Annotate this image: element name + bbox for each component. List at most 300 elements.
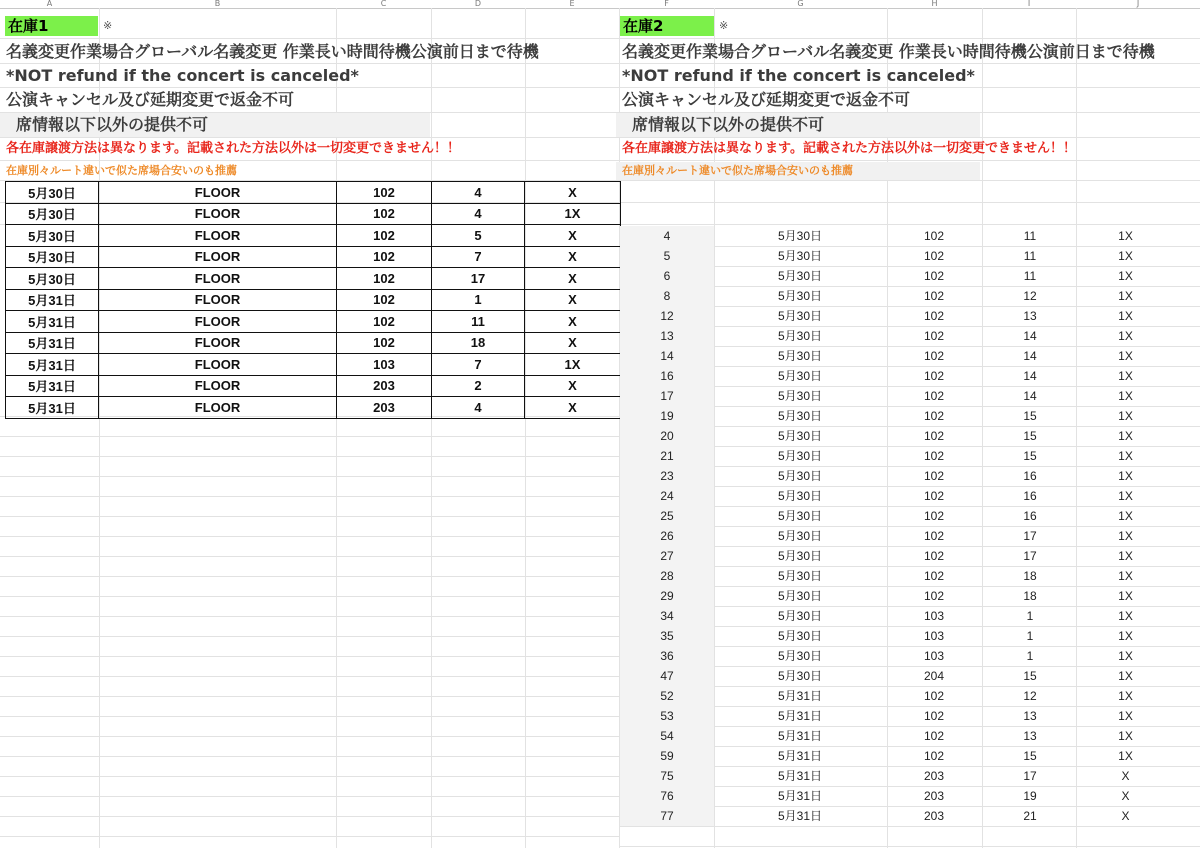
- cell-row[interactable]: 2: [432, 375, 525, 397]
- cell-date[interactable]: 5月31日: [777, 709, 823, 723]
- grid-row-line: [0, 536, 620, 537]
- cell-note[interactable]: 1X: [1118, 509, 1133, 523]
- inventory-1-table[interactable]: [5, 181, 621, 419]
- cell-row[interactable]: 1: [1026, 609, 1034, 623]
- cell-id[interactable]: 23: [620, 466, 714, 486]
- cell-date[interactable]: 5月30日: [6, 203, 99, 225]
- cell-id[interactable]: 28: [620, 566, 714, 586]
- cell-row[interactable]: 11: [432, 311, 525, 333]
- cell-date[interactable]: 5月31日: [6, 354, 99, 376]
- cell-area[interactable]: FLOOR: [99, 203, 337, 225]
- grid-row-line: [0, 556, 620, 557]
- cell-row[interactable]: 7: [432, 354, 525, 376]
- cell-note[interactable]: X: [525, 332, 621, 354]
- cell-note[interactable]: 1X: [1118, 469, 1133, 483]
- cell-area[interactable]: FLOOR: [99, 268, 337, 290]
- cell-area[interactable]: FLOOR: [99, 375, 337, 397]
- cell-date[interactable]: 5月30日: [777, 449, 823, 463]
- name-change-note[interactable]: 名義変更作業場合グローバル名義変更 作業長い時間待機公演前日まで待機: [622, 42, 1155, 61]
- cell-note[interactable]: 1X: [1118, 429, 1133, 443]
- cell-id[interactable]: 59: [620, 746, 714, 766]
- cell-date[interactable]: 5月30日: [6, 268, 99, 290]
- cell-note[interactable]: 1X: [1118, 549, 1133, 563]
- cell-id[interactable]: 6: [620, 266, 714, 286]
- column-header-e[interactable]: E: [569, 0, 575, 8]
- cell-date[interactable]: 5月30日: [777, 569, 823, 583]
- cell-date[interactable]: 5月30日: [777, 289, 823, 303]
- cell-note[interactable]: 1X: [1118, 309, 1133, 323]
- cell-block[interactable]: 102: [923, 329, 945, 343]
- cell-note[interactable]: 1X: [1118, 569, 1133, 583]
- cell-id[interactable]: 5: [620, 246, 714, 266]
- table-row[interactable]: [6, 311, 621, 333]
- cell-date[interactable]: 5月30日: [777, 589, 823, 603]
- cell-id[interactable]: 27: [620, 546, 714, 566]
- cell-date[interactable]: 5月31日: [777, 689, 823, 703]
- transfer-method-warning[interactable]: 各在庫譲渡方法は異なります。記載された方法以外は一切変更できません！！: [6, 141, 460, 156]
- cell-date[interactable]: 5月31日: [777, 749, 823, 763]
- cell-note[interactable]: X: [525, 397, 621, 419]
- cell-row[interactable]: 1: [432, 289, 525, 311]
- cell-id[interactable]: 77: [620, 806, 714, 826]
- cell-date[interactable]: 5月31日: [777, 809, 823, 823]
- list-row[interactable]: [620, 326, 1200, 346]
- list-row[interactable]: [620, 746, 1200, 766]
- cell-date[interactable]: 5月30日: [777, 609, 823, 623]
- list-row[interactable]: [620, 526, 1200, 546]
- cell-block[interactable]: 102: [923, 269, 945, 283]
- list-row[interactable]: [620, 646, 1200, 666]
- cell-row[interactable]: 18: [1023, 569, 1037, 583]
- cell-id[interactable]: 76: [620, 786, 714, 806]
- cell-note[interactable]: 1X: [1118, 369, 1133, 383]
- cell-block[interactable]: 102: [337, 289, 432, 311]
- cell-row[interactable]: 21: [1023, 809, 1037, 823]
- cell-id[interactable]: 34: [620, 606, 714, 626]
- list-row[interactable]: [620, 786, 1200, 806]
- cell-id[interactable]: 53: [620, 706, 714, 726]
- seat-info-note[interactable]: 席情報以下以外の提供不可: [0, 113, 430, 137]
- list-row[interactable]: [620, 566, 1200, 586]
- cell-block[interactable]: 102: [923, 249, 945, 263]
- list-row[interactable]: [620, 506, 1200, 526]
- grid-row-line: [0, 736, 620, 737]
- cell-date[interactable]: 5月31日: [777, 769, 823, 783]
- cell-row[interactable]: 13: [1023, 729, 1037, 743]
- cell-id[interactable]: 35: [620, 626, 714, 646]
- cell-date[interactable]: 5月31日: [6, 397, 99, 419]
- list-row[interactable]: [620, 606, 1200, 626]
- list-row[interactable]: [620, 426, 1200, 446]
- cell-block[interactable]: 102: [923, 489, 945, 503]
- cancel-no-refund-note[interactable]: 公演キャンセル及び延期変更で返金不可: [622, 90, 911, 109]
- table-row[interactable]: [6, 354, 621, 376]
- grid-row-line: [0, 616, 620, 617]
- list-row[interactable]: [620, 586, 1200, 606]
- cell-note[interactable]: 1X: [1118, 389, 1133, 403]
- cell-note[interactable]: 1X: [1118, 749, 1133, 763]
- cell-note[interactable]: X: [1121, 809, 1130, 823]
- cell-block[interactable]: 102: [337, 203, 432, 225]
- cell-area[interactable]: FLOOR: [99, 289, 337, 311]
- cell-note[interactable]: 1X: [1118, 249, 1133, 263]
- cell-note[interactable]: 1X: [1118, 229, 1133, 243]
- list-row[interactable]: [620, 446, 1200, 466]
- cell-block[interactable]: 102: [923, 589, 945, 603]
- cell-block[interactable]: 102: [923, 409, 945, 423]
- cell-note[interactable]: 1X: [1118, 589, 1133, 603]
- cell-note[interactable]: X: [525, 311, 621, 333]
- cell-id[interactable]: 24: [620, 486, 714, 506]
- cell-date[interactable]: 5月30日: [777, 249, 823, 263]
- recommendation-note[interactable]: 在庫別々ルート違いで似た席場合安いのも推薦: [6, 164, 237, 177]
- cell-date[interactable]: 5月30日: [777, 269, 823, 283]
- cell-date[interactable]: 5月31日: [6, 332, 99, 354]
- cell-row[interactable]: 4: [432, 203, 525, 225]
- cell-row[interactable]: 1: [1026, 629, 1034, 643]
- cell-block[interactable]: 102: [337, 311, 432, 333]
- cell-row[interactable]: 14: [1023, 389, 1037, 403]
- cell-area[interactable]: FLOOR: [99, 311, 337, 333]
- cell-date[interactable]: 5月30日: [777, 549, 823, 563]
- cell-date[interactable]: 5月31日: [6, 289, 99, 311]
- column-header-d[interactable]: D: [474, 0, 482, 8]
- grid-row-line: [0, 160, 1200, 161]
- cell-row[interactable]: 16: [1023, 469, 1037, 483]
- cell-note[interactable]: X: [525, 182, 621, 204]
- list-row[interactable]: [620, 466, 1200, 486]
- cell-row[interactable]: 1: [1026, 649, 1034, 663]
- cell-block[interactable]: 102: [923, 449, 945, 463]
- grid-row-line: [0, 496, 620, 497]
- cell-area[interactable]: FLOOR: [99, 182, 337, 204]
- cell-block[interactable]: 102: [923, 229, 945, 243]
- cell-row[interactable]: 13: [1023, 709, 1037, 723]
- cell-row[interactable]: 17: [1023, 529, 1037, 543]
- cell-note[interactable]: 1X: [1118, 409, 1133, 423]
- cell-date[interactable]: 5月30日: [777, 389, 823, 403]
- cell-area[interactable]: FLOOR: [99, 225, 337, 247]
- cell-row[interactable]: 14: [1023, 329, 1037, 343]
- cell-id[interactable]: 17: [620, 386, 714, 406]
- cell-block[interactable]: 102: [923, 569, 945, 583]
- column-header-a[interactable]: A: [46, 0, 53, 8]
- cell-block[interactable]: 102: [923, 509, 945, 523]
- cell-row[interactable]: 15: [1023, 409, 1037, 423]
- list-row[interactable]: [620, 666, 1200, 686]
- cell-row[interactable]: 18: [1023, 589, 1037, 603]
- cell-note[interactable]: X: [525, 225, 621, 247]
- cell-id[interactable]: 54: [620, 726, 714, 746]
- grid-row-line: [0, 676, 620, 677]
- header-divider: [0, 8, 1200, 9]
- list-row[interactable]: [620, 346, 1200, 366]
- cell-row[interactable]: 14: [1023, 349, 1037, 363]
- cell-block[interactable]: 102: [923, 349, 945, 363]
- column-header-b[interactable]: B: [214, 0, 221, 8]
- cell-block[interactable]: 103: [337, 354, 432, 376]
- column-header-h[interactable]: H: [931, 0, 938, 8]
- list-row[interactable]: [620, 706, 1200, 726]
- grid-row-line: [0, 816, 620, 817]
- cell-block[interactable]: 102: [923, 289, 945, 303]
- cell-row[interactable]: 11: [1023, 269, 1037, 283]
- list-row[interactable]: [620, 686, 1200, 706]
- cell-block[interactable]: 102: [923, 729, 945, 743]
- cell-row[interactable]: 7: [432, 246, 525, 268]
- cell-block[interactable]: 103: [923, 629, 945, 643]
- cell-row[interactable]: 11: [1023, 249, 1037, 263]
- grid-row-line: [0, 836, 620, 837]
- cell-row[interactable]: 12: [1023, 689, 1037, 703]
- cell-date[interactable]: 5月31日: [6, 311, 99, 333]
- cell-id[interactable]: 29: [620, 586, 714, 606]
- cell-block[interactable]: 102: [337, 225, 432, 247]
- cell-row[interactable]: 15: [1023, 449, 1037, 463]
- cell-row[interactable]: 12: [1023, 289, 1037, 303]
- grid-row-line: [0, 696, 620, 697]
- grid-row-line: [0, 456, 620, 457]
- cell-row[interactable]: 4: [432, 182, 525, 204]
- cell-note[interactable]: 1X: [1118, 649, 1133, 663]
- cell-note[interactable]: 1X: [1118, 329, 1133, 343]
- cell-area[interactable]: FLOOR: [99, 332, 337, 354]
- cell-row[interactable]: 19: [1023, 789, 1037, 803]
- cell-note[interactable]: 1X: [1118, 269, 1133, 283]
- cell-note[interactable]: X: [525, 289, 621, 311]
- cell-date[interactable]: 5月30日: [777, 229, 823, 243]
- list-row[interactable]: [620, 486, 1200, 506]
- cell-block[interactable]: 102: [923, 529, 945, 543]
- cell-area[interactable]: FLOOR: [99, 246, 337, 268]
- list-row[interactable]: [620, 726, 1200, 746]
- cell-note[interactable]: 1X: [1118, 729, 1133, 743]
- cell-block[interactable]: 103: [923, 609, 945, 623]
- grid-row-line: [620, 846, 1200, 847]
- grid-row-line: [0, 756, 620, 757]
- column-header-i[interactable]: I: [1027, 0, 1031, 8]
- cell-row[interactable]: 13: [1023, 309, 1037, 323]
- cell-note[interactable]: 1X: [1118, 709, 1133, 723]
- list-row[interactable]: [620, 406, 1200, 426]
- cell-date[interactable]: 5月30日: [777, 409, 823, 423]
- name-change-note[interactable]: 名義変更作業場合グローバル名義変更 作業長い時間待機公演前日まで待機: [6, 42, 539, 61]
- cell-note[interactable]: 1X: [1118, 669, 1133, 683]
- cell-block[interactable]: 203: [923, 769, 945, 783]
- cell-date[interactable]: 5月30日: [777, 669, 823, 683]
- table-row[interactable]: [6, 225, 621, 247]
- cell-date[interactable]: 5月30日: [777, 429, 823, 443]
- grid-row-line: [620, 826, 1200, 827]
- cell-date[interactable]: 5月30日: [6, 225, 99, 247]
- column-header-j[interactable]: J: [1136, 0, 1140, 8]
- grid-row-line: [0, 576, 620, 577]
- cell-date[interactable]: 5月30日: [6, 246, 99, 268]
- cell-block[interactable]: 203: [337, 397, 432, 419]
- cell-date[interactable]: 5月31日: [777, 729, 823, 743]
- seat-info-note[interactable]: 席情報以下以外の提供不可: [616, 113, 980, 137]
- table-row[interactable]: [6, 268, 621, 290]
- note-mark[interactable]: ※: [719, 19, 729, 32]
- cell-id[interactable]: 4: [620, 226, 714, 246]
- cell-date[interactable]: 5月31日: [777, 789, 823, 803]
- cell-row[interactable]: 18: [432, 332, 525, 354]
- cell-id[interactable]: 26: [620, 526, 714, 546]
- grid-row-line: [0, 656, 620, 657]
- cell-area[interactable]: FLOOR: [99, 397, 337, 419]
- cell-row[interactable]: 17: [1023, 549, 1037, 563]
- cell-row[interactable]: 14: [1023, 369, 1037, 383]
- list-row[interactable]: [620, 306, 1200, 326]
- cell-row[interactable]: 16: [1023, 489, 1037, 503]
- list-row[interactable]: [620, 226, 1200, 246]
- cell-note[interactable]: 1X: [1118, 529, 1133, 543]
- grid-row-line: [0, 436, 620, 437]
- table-row[interactable]: [6, 375, 621, 397]
- cell-id[interactable]: 12: [620, 306, 714, 326]
- cell-id[interactable]: 16: [620, 366, 714, 386]
- table-row[interactable]: [6, 246, 621, 268]
- cell-row[interactable]: 11: [1023, 229, 1037, 243]
- cell-block[interactable]: 102: [923, 369, 945, 383]
- list-row[interactable]: [620, 266, 1200, 286]
- cell-id[interactable]: 20: [620, 426, 714, 446]
- cell-note[interactable]: X: [525, 246, 621, 268]
- cell-block[interactable]: 102: [923, 469, 945, 483]
- no-refund-note[interactable]: *NOT refund if the concert is canceled*: [622, 66, 975, 85]
- cell-note[interactable]: X: [1121, 789, 1130, 803]
- cell-date[interactable]: 5月30日: [777, 309, 823, 323]
- list-row[interactable]: [620, 806, 1200, 826]
- grid-row-line: [0, 38, 1200, 39]
- list-row[interactable]: [620, 626, 1200, 646]
- cell-date[interactable]: 5月30日: [777, 469, 823, 483]
- cell-block[interactable]: 102: [923, 689, 945, 703]
- cell-block[interactable]: 102: [923, 549, 945, 563]
- column-header-g[interactable]: G: [797, 0, 804, 8]
- cell-note[interactable]: 1X: [1118, 689, 1133, 703]
- cell-row[interactable]: 16: [1023, 509, 1037, 523]
- table-row[interactable]: [6, 289, 621, 311]
- cell-id[interactable]: 8: [620, 286, 714, 306]
- cell-id[interactable]: 75: [620, 766, 714, 786]
- cancel-no-refund-note[interactable]: 公演キャンセル及び延期変更で返金不可: [6, 90, 295, 109]
- cell-block[interactable]: 102: [337, 268, 432, 290]
- cell-block[interactable]: 102: [337, 246, 432, 268]
- cell-block[interactable]: 102: [923, 709, 945, 723]
- cell-id[interactable]: 47: [620, 666, 714, 686]
- list-row[interactable]: [620, 766, 1200, 786]
- table-row[interactable]: [6, 332, 621, 354]
- column-header-c[interactable]: C: [380, 0, 387, 8]
- note-mark[interactable]: ※: [103, 19, 113, 32]
- cell-date[interactable]: 5月30日: [777, 369, 823, 383]
- cell-row[interactable]: 4: [432, 397, 525, 419]
- cell-note[interactable]: X: [1121, 769, 1130, 783]
- inventory-2-tag[interactable]: 在庫2: [620, 16, 714, 36]
- cell-date[interactable]: 5月30日: [777, 529, 823, 543]
- cell-note[interactable]: 1X: [525, 354, 621, 376]
- list-row[interactable]: [620, 286, 1200, 306]
- grid-row-line: [0, 796, 620, 797]
- cell-row[interactable]: 17: [432, 268, 525, 290]
- list-row[interactable]: [620, 246, 1200, 266]
- cell-block[interactable]: 203: [337, 375, 432, 397]
- cell-date[interactable]: 5月30日: [777, 489, 823, 503]
- cell-id[interactable]: 21: [620, 446, 714, 466]
- cell-block[interactable]: 102: [337, 182, 432, 204]
- cell-row[interactable]: 15: [1023, 749, 1037, 763]
- cell-note[interactable]: 1X: [1118, 349, 1133, 363]
- cell-note[interactable]: 1X: [1118, 489, 1133, 503]
- grid-column-line: [431, 8, 432, 848]
- cell-id[interactable]: 14: [620, 346, 714, 366]
- cell-block[interactable]: 102: [923, 749, 945, 763]
- cell-id[interactable]: 36: [620, 646, 714, 666]
- table-row[interactable]: [6, 397, 621, 419]
- cell-note[interactable]: 1X: [1118, 289, 1133, 303]
- cell-date[interactable]: 5月30日: [777, 629, 823, 643]
- cell-block[interactable]: 103: [923, 649, 945, 663]
- cell-block[interactable]: 102: [337, 332, 432, 354]
- column-header-f[interactable]: F: [664, 0, 669, 8]
- cell-note[interactable]: 1X: [1118, 629, 1133, 643]
- cell-row[interactable]: 5: [432, 225, 525, 247]
- cell-block[interactable]: 102: [923, 309, 945, 323]
- grid-row-line: [0, 516, 620, 517]
- grid-row-line: [0, 596, 620, 597]
- cell-id[interactable]: 19: [620, 406, 714, 426]
- cell-date[interactable]: 5月31日: [6, 375, 99, 397]
- inventory-1-tag[interactable]: 在庫1: [5, 16, 98, 36]
- cell-date[interactable]: 5月30日: [777, 509, 823, 523]
- grid-row-line: [0, 476, 620, 477]
- cell-area[interactable]: FLOOR: [99, 354, 337, 376]
- grid-row-line: [0, 636, 620, 637]
- cell-note[interactable]: 1X: [1118, 449, 1133, 463]
- list-row[interactable]: [620, 366, 1200, 386]
- table-row[interactable]: [6, 182, 621, 204]
- cell-note[interactable]: 1X: [525, 203, 621, 225]
- cell-block[interactable]: 204: [923, 669, 945, 683]
- cell-block[interactable]: 102: [923, 389, 945, 403]
- table-row[interactable]: [6, 203, 621, 225]
- cell-block[interactable]: 102: [923, 429, 945, 443]
- cell-id[interactable]: 52: [620, 686, 714, 706]
- cell-date[interactable]: 5月30日: [777, 349, 823, 363]
- grid-row-line: [0, 776, 620, 777]
- cell-row[interactable]: 17: [1023, 769, 1037, 783]
- recommendation-note[interactable]: 在庫別々ルート違いで似た席場合安いのも推薦: [616, 162, 980, 180]
- cell-row[interactable]: 15: [1023, 429, 1037, 443]
- cell-note[interactable]: 1X: [1118, 609, 1133, 623]
- grid-column-line: [525, 8, 526, 848]
- cell-id[interactable]: 25: [620, 506, 714, 526]
- list-row[interactable]: [620, 386, 1200, 406]
- cell-id[interactable]: 13: [620, 326, 714, 346]
- list-row[interactable]: [620, 546, 1200, 566]
- no-refund-note[interactable]: *NOT refund if the concert is canceled*: [6, 66, 359, 85]
- transfer-method-warning[interactable]: 各在庫譲渡方法は異なります。記載された方法以外は一切変更できません！！: [622, 141, 1076, 156]
- cell-block[interactable]: 203: [923, 809, 945, 823]
- cell-date[interactable]: 5月30日: [6, 182, 99, 204]
- cell-block[interactable]: 203: [923, 789, 945, 803]
- cell-note[interactable]: X: [525, 268, 621, 290]
- cell-note[interactable]: X: [525, 375, 621, 397]
- cell-row[interactable]: 15: [1023, 669, 1037, 683]
- cell-date[interactable]: 5月30日: [777, 649, 823, 663]
- cell-date[interactable]: 5月30日: [777, 329, 823, 343]
